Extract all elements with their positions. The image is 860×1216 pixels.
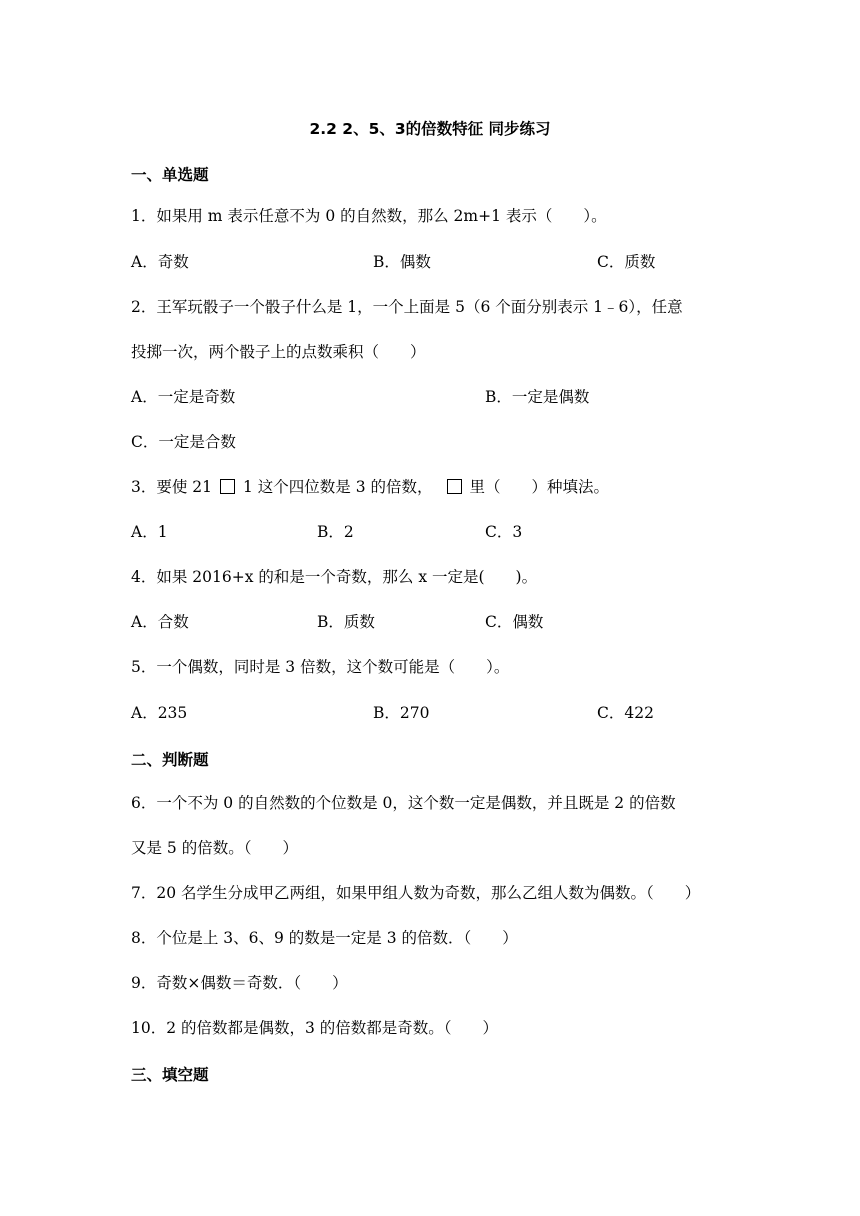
question-6-stem-line-2: 又是 5 的倍数。（ ）	[131, 839, 298, 857]
question-4-option-a: A．合数	[131, 613, 189, 631]
question-5-option-a: A．235	[131, 704, 188, 722]
question-3-stem-part-3: 里（ ）种填法。	[469, 478, 610, 496]
question-1-option-a: A．奇数	[131, 253, 189, 271]
question-2-option-c: C．一定是合数	[131, 433, 236, 451]
question-5-option-c: C．422	[597, 704, 654, 722]
question-3-option-a: A．1	[131, 523, 168, 541]
question-4-stem: 4．如果 2016+x 的和是一个奇数，那么 x 一定是( )。	[131, 568, 538, 586]
question-3-stem	[131, 477, 609, 497]
question-6-stem-line-1: 6．一个不为 0 的自然数的个位数是 0，这个数一定是偶数，并且既是 2 的倍数	[131, 794, 676, 812]
question-2-stem-line-2: 投掷一次，两个骰子上的点数乘积（ ）	[131, 343, 426, 361]
question-5-stem: 5．一个偶数，同时是 3 倍数，这个数可能是（ ）。	[131, 658, 510, 676]
question-1-option-c: C．质数	[597, 253, 656, 271]
question-2-option-b: B．一定是偶数	[485, 388, 590, 406]
question-8-stem: 8．个位是上 3、6、9 的数是一定是 3 的倍数．（ ）	[131, 929, 518, 947]
question-9-stem: 9．奇数×偶数＝奇数．（ ）	[131, 974, 348, 992]
question-4-option-c: C．偶数	[485, 613, 544, 631]
section-heading-fill-in: 三、填空题	[131, 1066, 209, 1084]
question-7-stem: 7．20 名学生分成甲乙两组，如果甲组人数为奇数，那么乙组人数为偶数。（ ）	[131, 884, 701, 902]
question-1-option-b: B．偶数	[373, 253, 431, 271]
section-heading-true-false: 二、判断题	[131, 751, 209, 769]
question-1-stem: 1．如果用 m 表示任意不为 0 的自然数，那么 2m+1 表示（ ）。	[131, 207, 607, 225]
blank-box-icon	[447, 479, 462, 494]
question-2-stem-line-1: 2．王军玩骰子一个骰子什么是 1，一个上面是 5（6 个面分别表示 1﹣6），任意	[131, 298, 683, 316]
question-3-stem-part-1: 3．要使 21	[131, 478, 213, 496]
question-4-option-b: B．质数	[317, 613, 375, 631]
question-10-stem: 10．2 的倍数都是偶数，3 的倍数都是奇数。（ ）	[131, 1019, 499, 1037]
question-3-option-b: B．2	[317, 523, 354, 541]
question-5-option-b: B．270	[373, 704, 430, 722]
question-3-option-c: C．3	[485, 523, 523, 541]
question-3-stem-part-2: 1 这个四位数是 3 的倍数，	[243, 478, 433, 496]
question-2-option-a: A．一定是奇数	[131, 388, 236, 406]
page-title: 2.2 2、5、3的倍数特征 同步练习	[309, 120, 551, 138]
blank-box-icon	[220, 479, 235, 494]
section-heading-single-choice: 一、单选题	[131, 166, 209, 184]
